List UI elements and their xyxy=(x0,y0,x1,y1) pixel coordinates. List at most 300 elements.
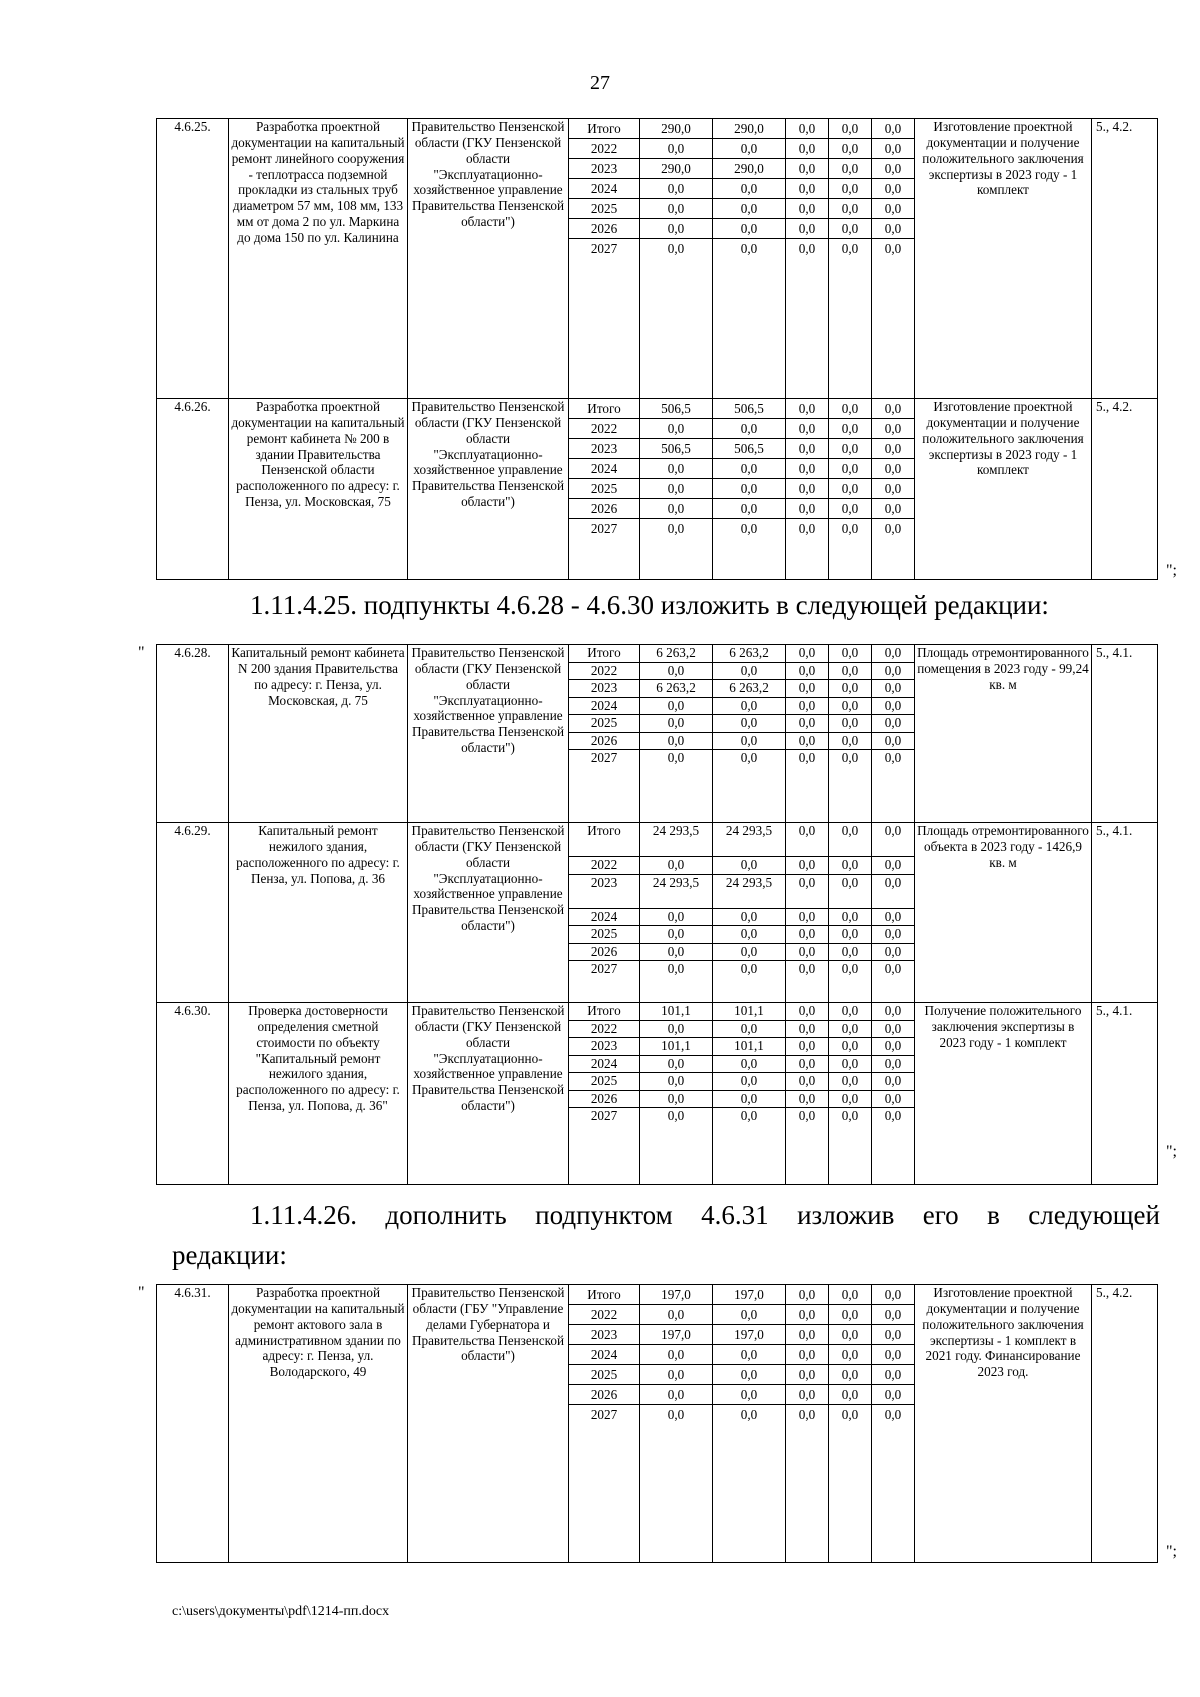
year-cell: Итого xyxy=(587,645,621,660)
amount-other-cell: 0,0 xyxy=(872,1090,914,1108)
table-continuation xyxy=(156,118,1158,580)
amount-other-cell: 0,0 xyxy=(872,749,914,767)
amount-local-column xyxy=(829,1285,872,1563)
item-executor: Правительство Пензенской области (ГКУ Пензенской области "Эксплуатационно-хозяйственное управление Правительства Пензенской области") xyxy=(408,823,569,1003)
year-cell: 2026 xyxy=(569,1384,639,1404)
year-cell: Итого xyxy=(587,1003,621,1018)
amount-other-column xyxy=(872,119,915,399)
amount-other-cell: 0,0 xyxy=(884,1287,902,1302)
amount-regional-cell: 0,0 xyxy=(713,178,785,198)
amount-other-cell: 0,0 xyxy=(872,438,914,458)
amount-total-cell: 0,0 xyxy=(640,198,712,218)
table-row xyxy=(157,119,1158,399)
year-column xyxy=(569,823,640,1003)
amount-federal-cell: 0,0 xyxy=(786,1404,828,1424)
amount-regional-cell: 0,0 xyxy=(713,1107,785,1125)
amount-regional-cell: 0,0 xyxy=(713,943,785,961)
amount-total-cell: 0,0 xyxy=(640,943,712,961)
amount-other-cell: 0,0 xyxy=(872,662,914,680)
table-amended-items xyxy=(156,644,1158,1185)
amount-regional-cell: 0,0 xyxy=(713,662,785,680)
amount-other-cell: 0,0 xyxy=(872,418,914,438)
amount-other-cell: 0,0 xyxy=(872,458,914,478)
item-executor: Правительство Пензенской области (ГКУ Пензенской области "Эксплуатационно-хозяйственное управление Правительства Пензенской области") xyxy=(408,1003,569,1185)
year-cell: 2026 xyxy=(569,218,639,238)
amount-local-cell: 0,0 xyxy=(829,1324,871,1344)
table-new-item xyxy=(156,1284,1158,1563)
year-cell: 2022 xyxy=(569,138,639,158)
amount-regional-cell: 506,5 xyxy=(734,401,764,416)
amount-total-cell: 0,0 xyxy=(640,1020,712,1038)
amount-local-cell: 0,0 xyxy=(829,1055,871,1073)
amount-other-cell: 0,0 xyxy=(872,238,914,258)
item-name: Разработка проектной документации на капитальный ремонт линейного сооружения - теплотрасса подземной прокладки из стальных труб диаметром 57 мм, 108 мм, 133 мм от дома 2 по ул. Маркина до дома 150 по ул. Калинина xyxy=(229,119,408,399)
open-quote-1: " xyxy=(138,644,145,661)
item-result: Площадь отремонтированного помещения в 2023 году - 99,24 кв. м xyxy=(915,645,1092,823)
amount-total-cell: 197,0 xyxy=(661,1287,691,1302)
year-cell: 2027 xyxy=(569,1404,639,1424)
amount-federal-column xyxy=(786,119,829,399)
amount-local-cell: 0,0 xyxy=(829,198,871,218)
year-cell: 2025 xyxy=(569,714,639,732)
amount-local-cell: 0,0 xyxy=(829,1404,871,1424)
amount-regional-cell: 0,0 xyxy=(713,1384,785,1404)
amount-regional-cell: 6 263,2 xyxy=(729,645,769,660)
amount-local-cell: 0,0 xyxy=(829,732,871,750)
amount-other-cell: 0,0 xyxy=(872,1107,914,1125)
section-heading-1: 1.11.4.25. подпункты 4.6.28 - 4.6.30 изложить в следующей редакции: xyxy=(250,590,1049,620)
amount-local-cell: 0,0 xyxy=(829,478,871,498)
amount-federal-cell: 0,0 xyxy=(798,121,816,136)
amount-local-cell: 0,0 xyxy=(829,925,871,943)
file-path-footer: c:\users\документы\pdf\1214-пп.docx xyxy=(172,1604,390,1619)
year-cell: Итого xyxy=(587,1287,621,1302)
amount-regional-cell: 197,0 xyxy=(713,1324,785,1344)
amount-local-cell: 0,0 xyxy=(829,874,871,908)
amount-regional-cell: 0,0 xyxy=(713,714,785,732)
table-row xyxy=(157,399,1158,580)
amount-federal-cell: 0,0 xyxy=(786,478,828,498)
amount-federal-column xyxy=(786,1003,829,1185)
item-code: 5., 4.2. xyxy=(1092,1285,1158,1563)
amount-other-cell: 0,0 xyxy=(872,1344,914,1364)
amount-federal-cell: 0,0 xyxy=(786,749,828,767)
amount-regional-cell: 0,0 xyxy=(713,908,785,926)
year-column xyxy=(569,119,640,399)
amount-federal-cell: 0,0 xyxy=(786,1020,828,1038)
amount-other-cell: 0,0 xyxy=(872,1304,914,1324)
amount-local-cell: 0,0 xyxy=(829,1037,871,1055)
amount-regional-cell: 0,0 xyxy=(713,1404,785,1424)
amount-regional-cell: 0,0 xyxy=(713,1055,785,1073)
amount-total-column xyxy=(640,399,713,580)
amount-federal-cell: 0,0 xyxy=(786,1107,828,1125)
year-cell: 2027 xyxy=(569,518,639,538)
amount-local-cell: 0,0 xyxy=(829,158,871,178)
amount-local-cell: 0,0 xyxy=(829,1090,871,1108)
amount-local-cell: 0,0 xyxy=(829,697,871,715)
amount-federal-cell: 0,0 xyxy=(786,960,828,978)
amount-other-column xyxy=(872,823,915,1003)
year-cell: 2024 xyxy=(569,697,639,715)
amount-other-cell: 0,0 xyxy=(884,1003,902,1018)
item-executor: Правительство Пензенской области (ГКУ Пензенской области "Эксплуатационно-хозяйственное управление Правительства Пензенской области") xyxy=(408,399,569,580)
amount-regional-cell: 0,0 xyxy=(713,1020,785,1038)
amount-federal-cell: 0,0 xyxy=(786,925,828,943)
year-cell: 2023 xyxy=(569,158,639,178)
amount-local-cell: 0,0 xyxy=(829,1364,871,1384)
amount-federal-cell: 0,0 xyxy=(786,943,828,961)
amount-regional-cell: 6 263,2 xyxy=(713,679,785,697)
amount-federal-cell: 0,0 xyxy=(786,418,828,438)
amount-local-cell: 0,0 xyxy=(829,138,871,158)
amount-regional-column xyxy=(713,823,786,1003)
page-number: 27 xyxy=(590,72,610,94)
year-column xyxy=(569,645,640,823)
amount-local-cell: 0,0 xyxy=(829,943,871,961)
amount-total-column xyxy=(640,1285,713,1563)
amount-regional-cell: 0,0 xyxy=(713,518,785,538)
item-number: 4.6.25. xyxy=(157,119,229,399)
item-number: 4.6.30. xyxy=(157,1003,229,1185)
amount-regional-column xyxy=(713,119,786,399)
amount-total-column xyxy=(640,119,713,399)
amount-federal-cell: 0,0 xyxy=(786,1037,828,1055)
amount-federal-cell: 0,0 xyxy=(786,662,828,680)
year-cell: 2023 xyxy=(569,874,639,908)
year-cell: 2022 xyxy=(569,662,639,680)
amount-total-cell: 0,0 xyxy=(640,714,712,732)
amount-total-cell: 24 293,5 xyxy=(652,823,700,838)
amount-total-cell: 0,0 xyxy=(640,1344,712,1364)
amount-total-cell: 290,0 xyxy=(640,158,712,178)
amount-federal-cell: 0,0 xyxy=(786,518,828,538)
year-cell: 2023 xyxy=(569,438,639,458)
amount-local-cell: 0,0 xyxy=(829,960,871,978)
amount-regional-cell: 0,0 xyxy=(713,1304,785,1324)
amount-federal-cell: 0,0 xyxy=(798,1003,816,1018)
year-column xyxy=(569,1285,640,1563)
amount-other-cell: 0,0 xyxy=(884,823,902,838)
amount-federal-cell: 0,0 xyxy=(786,1364,828,1384)
amount-other-cell: 0,0 xyxy=(872,1404,914,1424)
amount-federal-cell: 0,0 xyxy=(786,198,828,218)
year-cell: 2027 xyxy=(569,749,639,767)
amount-federal-cell: 0,0 xyxy=(786,498,828,518)
amount-regional-cell: 0,0 xyxy=(713,1344,785,1364)
amount-other-cell: 0,0 xyxy=(872,1384,914,1404)
amount-regional-column xyxy=(713,645,786,823)
amount-federal-cell: 0,0 xyxy=(786,178,828,198)
item-executor: Правительство Пензенской области (ГКУ Пензенской области "Эксплуатационно-хозяйственное управление Правительства Пензенской области") xyxy=(408,119,569,399)
amount-regional-cell: 0,0 xyxy=(713,856,785,874)
amount-other-cell: 0,0 xyxy=(872,1072,914,1090)
amount-regional-cell: 0,0 xyxy=(713,458,785,478)
section-heading-2: 1.11.4.26. дополнить подпунктом 4.6.31 изложив его в следующей xyxy=(250,1200,1160,1230)
amount-other-cell: 0,0 xyxy=(872,679,914,697)
amount-federal-cell: 0,0 xyxy=(786,1384,828,1404)
amount-federal-cell: 0,0 xyxy=(798,823,816,838)
item-code: 5., 4.1. xyxy=(1092,1003,1158,1185)
amount-regional-cell: 0,0 xyxy=(713,498,785,518)
amount-regional-cell: 0,0 xyxy=(713,1364,785,1384)
item-code: 5., 4.1. xyxy=(1092,823,1158,1003)
amount-regional-cell: 290,0 xyxy=(713,158,785,178)
amount-federal-column xyxy=(786,1285,829,1563)
amount-other-cell: 0,0 xyxy=(884,121,902,136)
amount-federal-cell: 0,0 xyxy=(786,874,828,908)
amount-total-cell: 6 263,2 xyxy=(656,645,696,660)
amount-total-cell: 0,0 xyxy=(640,1384,712,1404)
amount-total-cell: 101,1 xyxy=(661,1003,691,1018)
amount-total-cell: 0,0 xyxy=(640,925,712,943)
amount-local-cell: 0,0 xyxy=(829,1072,871,1090)
table-row xyxy=(157,823,1158,1003)
amount-regional-cell: 101,1 xyxy=(713,1037,785,1055)
item-result: Изготовление проектной документации и получение положительного заключения экспертизы в 2023 году - 1 комплект xyxy=(915,399,1092,580)
amount-other-cell: 0,0 xyxy=(872,925,914,943)
amount-local-cell: 0,0 xyxy=(841,823,859,838)
amount-federal-cell: 0,0 xyxy=(798,645,816,660)
amount-total-cell: 197,0 xyxy=(640,1324,712,1344)
year-cell: 2022 xyxy=(569,1304,639,1324)
item-executor: Правительство Пензенской области (ГБУ "Управление делами Губернатора и Правительства Пензенской области") xyxy=(408,1285,569,1563)
amount-regional-cell: 0,0 xyxy=(713,925,785,943)
amount-total-cell: 0,0 xyxy=(640,138,712,158)
amount-local-cell: 0,0 xyxy=(841,645,859,660)
amount-other-cell: 0,0 xyxy=(872,158,914,178)
amount-federal-cell: 0,0 xyxy=(786,1324,828,1344)
amount-other-cell: 0,0 xyxy=(872,943,914,961)
year-cell: 2023 xyxy=(569,1324,639,1344)
amount-other-cell: 0,0 xyxy=(872,178,914,198)
amount-regional-cell: 197,0 xyxy=(734,1287,764,1302)
amount-local-cell: 0,0 xyxy=(829,1107,871,1125)
amount-other-column xyxy=(872,399,915,580)
amount-federal-column xyxy=(786,823,829,1003)
amount-other-cell: 0,0 xyxy=(884,645,902,660)
amount-other-column xyxy=(872,1003,915,1185)
year-cell: 2025 xyxy=(569,198,639,218)
amount-total-cell: 0,0 xyxy=(640,1404,712,1424)
item-result: Изготовление проектной документации и получение положительного заключения экспертизы в 2023 году - 1 комплект xyxy=(915,119,1092,399)
section-heading-2-cont: редакции: xyxy=(172,1240,287,1270)
amount-other-cell: 0,0 xyxy=(872,498,914,518)
year-cell: 2025 xyxy=(569,478,639,498)
year-cell: 2025 xyxy=(569,1072,639,1090)
amount-federal-cell: 0,0 xyxy=(786,158,828,178)
amount-local-cell: 0,0 xyxy=(829,418,871,438)
close-quote-1: "; xyxy=(1166,562,1177,579)
year-cell: 2027 xyxy=(569,1107,639,1125)
amount-regional-column xyxy=(713,399,786,580)
amount-local-column xyxy=(829,1003,872,1185)
item-name: Проверка достоверности определения сметной стоимости по объекту "Капитальный ремонт нежилого здания, расположенного по адресу: г. Пенза, ул. Попова, д. 36" xyxy=(229,1003,408,1185)
amount-federal-cell: 0,0 xyxy=(786,679,828,697)
amount-federal-cell: 0,0 xyxy=(786,732,828,750)
item-result: Получение положительного заключения экспертизы в 2023 году - 1 комплект xyxy=(915,1003,1092,1185)
amount-total-column xyxy=(640,1003,713,1185)
amount-local-cell: 0,0 xyxy=(829,714,871,732)
year-column xyxy=(569,399,640,580)
amount-federal-cell: 0,0 xyxy=(786,138,828,158)
amount-total-cell: 0,0 xyxy=(640,218,712,238)
amount-other-cell: 0,0 xyxy=(872,908,914,926)
amount-federal-cell: 0,0 xyxy=(786,714,828,732)
amount-federal-cell: 0,0 xyxy=(786,1090,828,1108)
amount-regional-cell: 0,0 xyxy=(713,238,785,258)
amount-local-cell: 0,0 xyxy=(829,458,871,478)
amount-total-cell: 0,0 xyxy=(640,662,712,680)
amount-federal-cell: 0,0 xyxy=(786,238,828,258)
amount-other-cell: 0,0 xyxy=(872,1037,914,1055)
item-code: 5., 4.1. xyxy=(1092,645,1158,823)
amount-regional-cell: 0,0 xyxy=(713,732,785,750)
amount-total-cell: 0,0 xyxy=(640,1072,712,1090)
amount-regional-column xyxy=(713,1003,786,1185)
item-number: 4.6.28. xyxy=(157,645,229,823)
amount-other-cell: 0,0 xyxy=(872,714,914,732)
item-result: Изготовление проектной документации и получение положительного заключения экспертизы - 1 комплект в 2021 году. Финансирование 2023 год. xyxy=(915,1285,1092,1563)
amount-other-cell: 0,0 xyxy=(872,138,914,158)
amount-local-column xyxy=(829,119,872,399)
amount-other-cell: 0,0 xyxy=(872,1055,914,1073)
amount-federal-cell: 0,0 xyxy=(786,438,828,458)
year-cell: 2022 xyxy=(569,418,639,438)
table-row xyxy=(157,1285,1158,1563)
amount-total-cell: 0,0 xyxy=(640,1304,712,1324)
amount-other-cell: 0,0 xyxy=(872,960,914,978)
item-name: Капитальный ремонт кабинета N 200 здания Правительства по адресу: г. Пенза, ул. Московская, д. 75 xyxy=(229,645,408,823)
close-quote-2: "; xyxy=(1166,1143,1177,1160)
amount-regional-cell: 506,5 xyxy=(713,438,785,458)
amount-regional-cell: 0,0 xyxy=(713,1090,785,1108)
amount-regional-cell: 0,0 xyxy=(713,138,785,158)
amount-total-cell: 0,0 xyxy=(640,749,712,767)
amount-regional-cell: 0,0 xyxy=(713,198,785,218)
item-name: Капитальный ремонт нежилого здания, расположенного по адресу: г. Пенза, ул. Попова, д. 36 xyxy=(229,823,408,1003)
amount-regional-column xyxy=(713,1285,786,1563)
amount-local-column xyxy=(829,399,872,580)
amount-local-cell: 0,0 xyxy=(829,218,871,238)
item-executor: Правительство Пензенской области (ГКУ Пензенской области "Эксплуатационно-хозяйственное управление Правительства Пензенской области") xyxy=(408,645,569,823)
amount-regional-cell: 0,0 xyxy=(713,218,785,238)
amount-local-cell: 0,0 xyxy=(829,1020,871,1038)
amount-regional-cell: 24 293,5 xyxy=(725,823,773,838)
item-name: Разработка проектной документации на капитальный ремонт кабинета № 200 в здании Правительства Пензенской области расположенного по адресу: г. Пенза, ул. Московская, 75 xyxy=(229,399,408,580)
year-cell: 2024 xyxy=(569,1344,639,1364)
amount-total-cell: 6 263,2 xyxy=(640,679,712,697)
item-number: 4.6.31. xyxy=(157,1285,229,1563)
amount-other-cell: 0,0 xyxy=(872,518,914,538)
amount-local-cell: 0,0 xyxy=(829,438,871,458)
amount-other-cell: 0,0 xyxy=(872,697,914,715)
year-cell: 2027 xyxy=(569,960,639,978)
amount-total-cell: 0,0 xyxy=(640,1107,712,1125)
year-cell: 2024 xyxy=(569,908,639,926)
year-cell: 2025 xyxy=(569,925,639,943)
amount-local-cell: 0,0 xyxy=(829,856,871,874)
year-cell: 2023 xyxy=(569,679,639,697)
amount-local-cell: 0,0 xyxy=(841,121,859,136)
amount-total-cell: 0,0 xyxy=(640,960,712,978)
item-name: Разработка проектной документации на капитальный ремонт актового зала в административном здании по адресу: г. Пенза, ул. Володарского, 49 xyxy=(229,1285,408,1563)
amount-local-cell: 0,0 xyxy=(829,662,871,680)
amount-federal-cell: 0,0 xyxy=(786,856,828,874)
amount-regional-cell: 101,1 xyxy=(734,1003,764,1018)
amount-local-cell: 0,0 xyxy=(829,1344,871,1364)
amount-local-cell: 0,0 xyxy=(829,238,871,258)
amount-other-cell: 0,0 xyxy=(872,1324,914,1344)
amount-total-cell: 0,0 xyxy=(640,498,712,518)
amount-regional-cell: 0,0 xyxy=(713,1072,785,1090)
item-number: 4.6.26. xyxy=(157,399,229,580)
amount-total-cell: 506,5 xyxy=(661,401,691,416)
amount-total-cell: 0,0 xyxy=(640,418,712,438)
table-row xyxy=(157,645,1158,823)
year-cell: Итого xyxy=(587,823,621,838)
year-cell: 2022 xyxy=(569,856,639,874)
amount-total-cell: 0,0 xyxy=(640,1090,712,1108)
amount-other-column xyxy=(872,1285,915,1563)
year-cell: 2027 xyxy=(569,238,639,258)
amount-other-column xyxy=(872,645,915,823)
amount-other-cell: 0,0 xyxy=(884,401,902,416)
amount-federal-cell: 0,0 xyxy=(798,401,816,416)
amount-federal-cell: 0,0 xyxy=(786,1304,828,1324)
amount-local-cell: 0,0 xyxy=(841,1003,859,1018)
amount-other-cell: 0,0 xyxy=(872,218,914,238)
year-cell: 2026 xyxy=(569,498,639,518)
amount-total-column xyxy=(640,823,713,1003)
amount-local-column xyxy=(829,645,872,823)
amount-local-cell: 0,0 xyxy=(829,749,871,767)
amount-federal-cell: 0,0 xyxy=(786,1072,828,1090)
amount-local-cell: 0,0 xyxy=(829,518,871,538)
amount-other-cell: 0,0 xyxy=(872,478,914,498)
amount-local-cell: 0,0 xyxy=(829,1304,871,1324)
amount-regional-cell: 290,0 xyxy=(734,121,764,136)
amount-local-cell: 0,0 xyxy=(841,1287,859,1302)
amount-local-cell: 0,0 xyxy=(841,401,859,416)
amount-other-cell: 0,0 xyxy=(872,874,914,908)
amount-local-cell: 0,0 xyxy=(829,908,871,926)
amount-total-cell: 0,0 xyxy=(640,238,712,258)
amount-federal-cell: 0,0 xyxy=(786,1344,828,1364)
amount-local-cell: 0,0 xyxy=(829,1384,871,1404)
year-column xyxy=(569,1003,640,1185)
amount-total-cell: 0,0 xyxy=(640,1364,712,1384)
year-cell: 2023 xyxy=(569,1037,639,1055)
close-quote-3: "; xyxy=(1166,1543,1177,1560)
table-row xyxy=(157,1003,1158,1185)
year-cell: 2026 xyxy=(569,732,639,750)
amount-federal-cell: 0,0 xyxy=(786,908,828,926)
amount-other-cell: 0,0 xyxy=(872,198,914,218)
amount-total-cell: 0,0 xyxy=(640,1055,712,1073)
amount-total-cell: 0,0 xyxy=(640,856,712,874)
amount-regional-cell: 0,0 xyxy=(713,960,785,978)
amount-local-cell: 0,0 xyxy=(829,498,871,518)
amount-total-cell: 0,0 xyxy=(640,908,712,926)
amount-total-column xyxy=(640,645,713,823)
amount-total-cell: 0,0 xyxy=(640,518,712,538)
year-cell: Итого xyxy=(587,401,621,416)
amount-other-cell: 0,0 xyxy=(872,1364,914,1384)
amount-other-cell: 0,0 xyxy=(872,1020,914,1038)
item-code: 5., 4.2. xyxy=(1092,399,1158,580)
year-cell: 2024 xyxy=(569,458,639,478)
